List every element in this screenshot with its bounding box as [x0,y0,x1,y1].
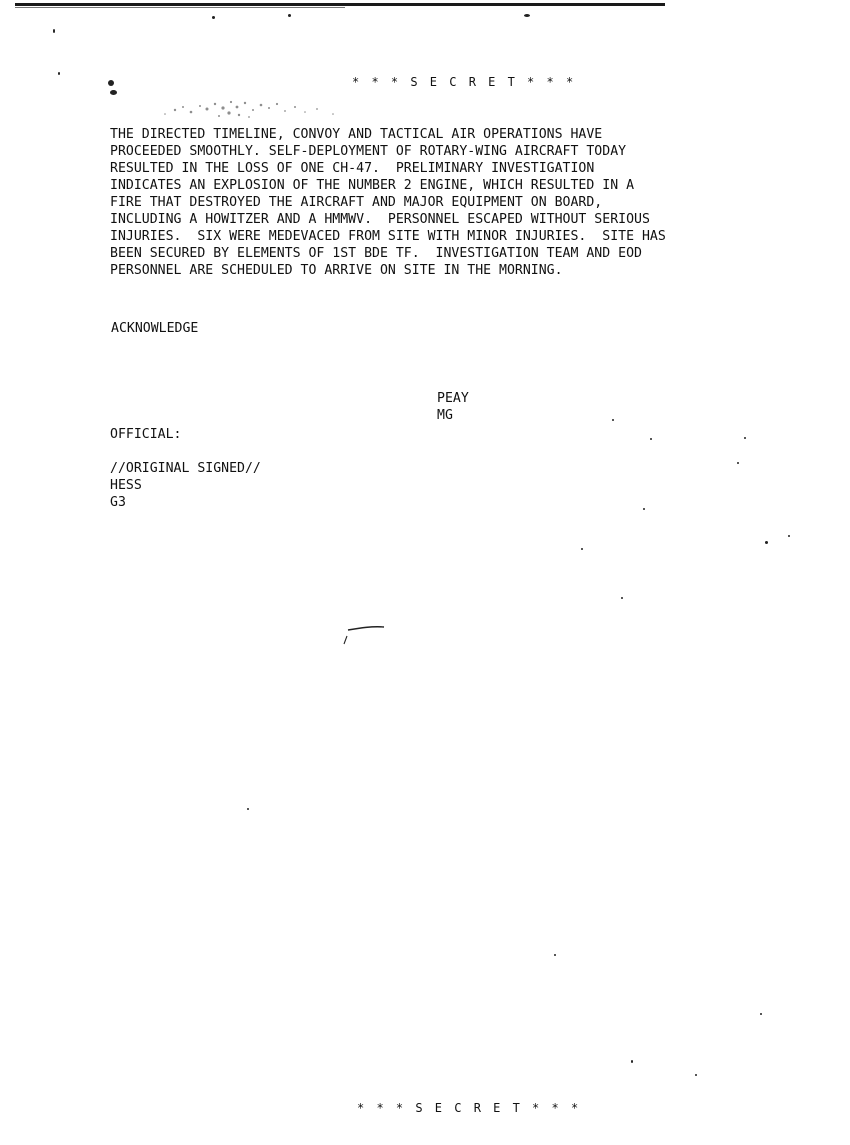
official-label: OFFICIAL: [110,427,182,442]
scan-speck [765,541,768,544]
scan-speck [110,90,117,95]
official-name: HESS [110,478,142,493]
original-signed: //ORIGINAL SIGNED// [110,461,261,476]
scan-speck [108,80,114,86]
message-line: BEEN SECURED BY ELEMENTS OF 1ST BDE TF. INVESTIGATION TEAM AND EOD [110,246,642,261]
scan-speck [643,508,645,510]
top-rule [15,3,665,6]
top-rule-thin [15,7,345,8]
signatory-name: PEAY [437,391,469,406]
scan-speck [53,29,55,33]
scan-speck [695,1074,697,1076]
message-line: RESULTED IN THE LOSS OF ONE CH-47. PRELIMINARY INVESTIGATION [110,161,595,176]
message-line: THE DIRECTED TIMELINE, CONVOY AND TACTICAL AIR OPERATIONS HAVE [110,127,603,142]
message-line: INJURIES. SIX WERE MEDEVACED FROM SITE WITH MINOR INJURIES. SITE HAS [110,229,666,244]
classification-header: * * * S E C R E T * * * [352,75,576,89]
scan-speck [212,16,215,19]
message-line: INDICATES AN EXPLOSION OF THE NUMBER 2 ENGINE, WHICH RESULTED IN A [110,178,635,193]
signatory-rank: MG [437,408,453,423]
scan-speck [581,548,583,550]
scan-speck [788,535,790,537]
scan-speck [288,14,291,17]
scan-speck [58,72,60,75]
scan-speck [737,462,739,464]
scan-speck [760,1013,762,1015]
acknowledge-text: ACKNOWLEDGE [111,321,199,336]
message-line: FIRE THAT DESTROYED THE AIRCRAFT AND MAJOR EQUIPMENT ON BOARD, [110,195,603,210]
scan-speck [650,438,652,440]
scan-speck [612,419,614,421]
message-body [110,126,666,279]
message-line: PERSONNEL ARE SCHEDULED TO ARRIVE ON SITE IN THE MORNING. [110,263,563,278]
scan-speck [554,954,556,956]
scan-speck [247,808,249,810]
scan-speck [524,14,530,17]
scan-speck [631,1060,633,1063]
message-line: INCLUDING A HOWITZER AND A HMMWV. PERSONNEL ESCAPED WITHOUT SERIOUS [110,212,650,227]
classification-footer: * * * S E C R E T * * * [357,1101,581,1115]
scan-speck [744,437,746,439]
scan-speck [621,597,623,599]
message-line: PROCEEDED SMOOTHLY. SELF-DEPLOYMENT OF ROTARY-WING AIRCRAFT TODAY [110,144,627,159]
official-code: G3 [110,495,126,510]
scan-stroke [340,622,390,652]
